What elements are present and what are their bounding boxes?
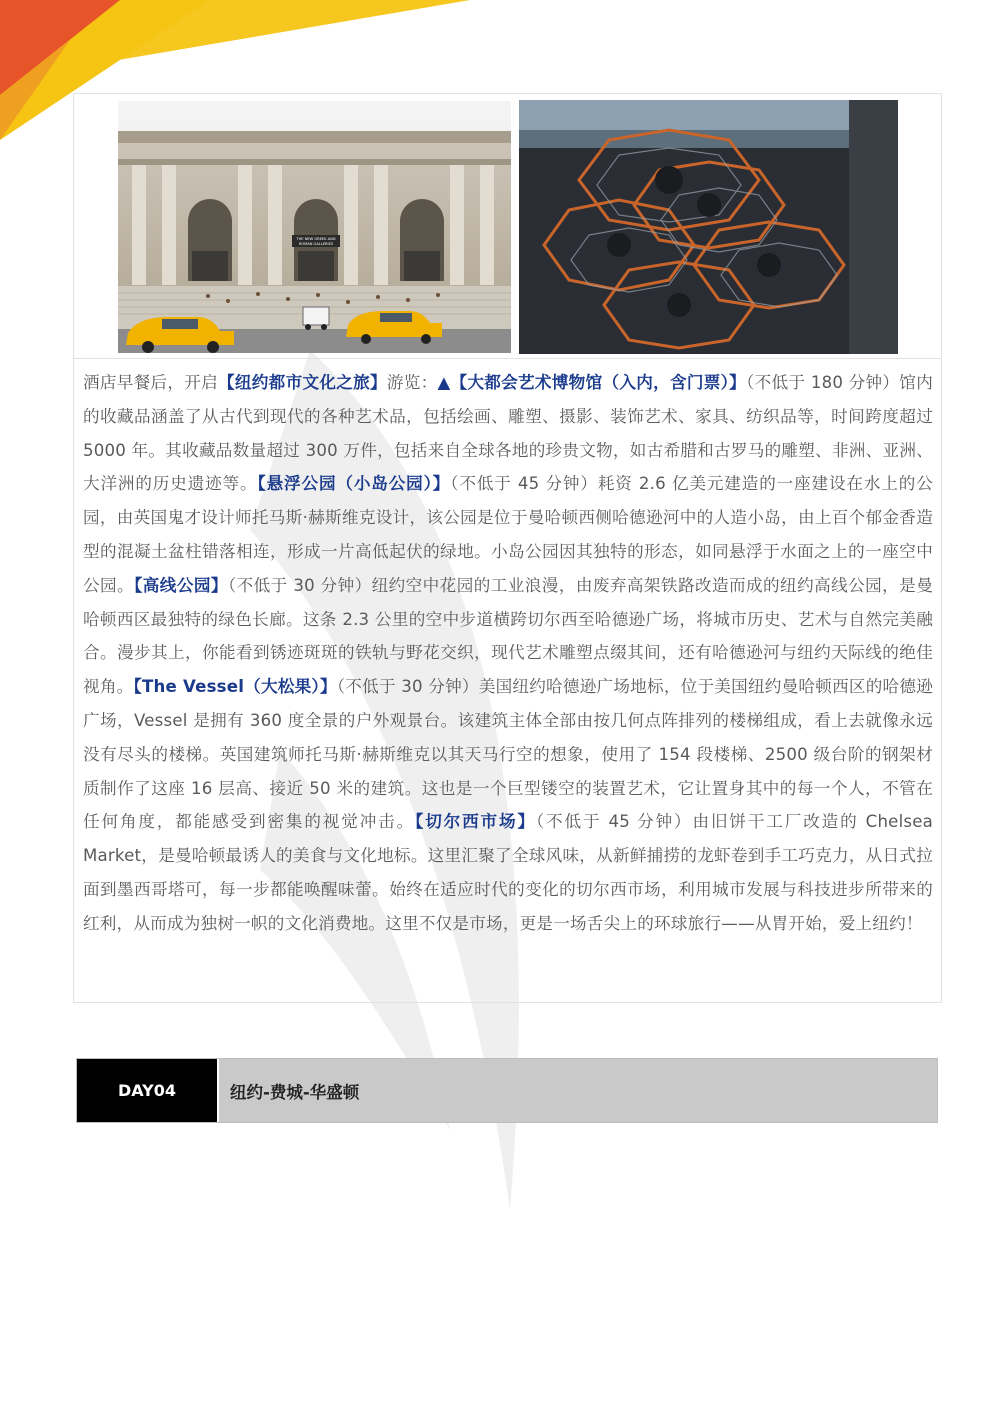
day-route: 纽约-费城-华盛顿 — [230, 1082, 360, 1102]
description-text: （不低于 45 分钟）耗资 2.6 亿美元建造的一座建设在水上的公园，由英国鬼才设计师托马斯·赫斯维克设计，该公园是位于曼哈顿西侧哈德逊河中的人造小岛，由上百个郁金香造型的混凝土盆柱错落相连，形成一片高低起伏的绿地。小岛公园因其独特的形态，如同悬浮于水面之上的一座空中公园。 — [83, 474, 934, 595]
highlighted-attraction: 【高线公园】 — [134, 575, 228, 595]
museum-sign-line2: ROMAN GALLERIES — [298, 242, 334, 246]
photo-row — [74, 94, 941, 359]
description-text: （不低于 30 分钟）美国纽约哈德逊广场地标，位于美国纽约曼哈顿西区的哈德逊广场，Vessel 是拥有 360 度全景的户外观景台。该建筑主体全部由按几何点阵排列的楼梯组成，看上去就像永远没有尽头的楼梯。英国建筑师托马斯·赫斯维克以其天马行空的想象，使用了 154 段楼梯、2500 级台阶的钢架材质制作了这座 16 层高、接近 50 米的建筑。这也是一个巨型镂空的装置艺术，它让置身其中的每一个人，不管在任何角度，都能感受到密集的视觉冲击。 — [83, 677, 933, 832]
highlighted-attraction: 【The Vessel（大松果）】 — [133, 677, 337, 697]
highlighted-attraction: 【切尔西市场】 — [415, 812, 536, 832]
vessel-photo — [519, 100, 898, 354]
highlighted-attraction: 【悬浮公园（小岛公园）】 — [257, 474, 451, 494]
description-text: 游览： — [386, 373, 438, 392]
museum-photo — [118, 101, 511, 353]
itinerary-box — [73, 93, 942, 1003]
museum-sign-line1: THE NEW GREEK AND — [296, 237, 336, 241]
description-text: （不低于 180 分钟）馆内的收藏品涵盖了从古代到现代的各种艺术品，包括绘画、雕塑、摄影、装饰艺术、家具、纺织品等，时间跨度超过 5000 年。其收藏品数量超过 300 万件，包括来自全球各地的珍贵文物，如古希腊和古罗马的雕塑、非洲、亚洲、大洋洲的历史遗迹等。 — [83, 373, 933, 494]
itinerary-description — [83, 366, 933, 941]
highlighted-attraction: ▲【大都会艺术博物馆（入内，含门票）】 — [437, 373, 747, 392]
day-label: DAY04 — [77, 1059, 219, 1122]
description-text: （不低于 30 分钟）纽约空中花园的工业浪漫，由废弃高架铁路改造而成的纽约高线公园，是曼哈顿西区最独特的绿色长廊。这条 2.3 公里的空中步道横跨切尔西至哈德逊广场，将城市历史、艺术与自然完美融合。漫步其上，你能看到锈迹斑斑的铁轨与野花交织，现代艺术雕塑点缀其间，还有哈德逊河与纽约天际线的绝佳视角。 — [83, 575, 933, 697]
day-header-bar — [76, 1058, 938, 1123]
highlighted-attraction: 【纽约都市文化之旅】 — [218, 373, 387, 392]
description-text: （不低于 45 分钟）由旧饼干工厂改造的 Chelsea Market，是曼哈顿最诱人的美食与文化地标。这里汇聚了全球风味，从新鲜捕捞的龙虾卷到手工巧克力，从日式拉面到墨西哥塔可，每一步都能唤醒味蕾。始终在适应时代的变化的切尔西市场，利用城市发展与科技进步所带来的红利，从而成为独树一帜的文化消费地。这里不仅是市场，更是一场舌尖上的环球旅行——从胃开始，爱上纽约！ — [83, 812, 934, 933]
description-text: 酒店早餐后，开启 — [83, 373, 219, 392]
